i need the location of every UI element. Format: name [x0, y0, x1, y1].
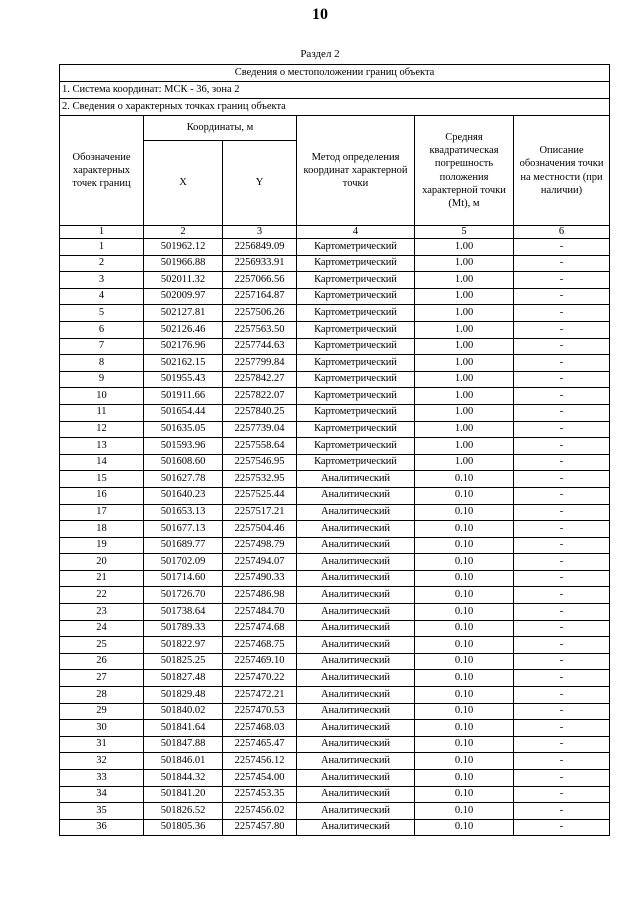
error-cell: 0.10 — [415, 786, 514, 803]
table-row — [60, 587, 610, 604]
point-number-cell: 30 — [60, 720, 144, 737]
x-cell: 502011.32 — [144, 272, 223, 289]
y-cell: 2257842.27 — [223, 371, 297, 388]
method-cell: Картометрический — [297, 404, 415, 421]
error-cell: 0.10 — [415, 537, 514, 554]
description-cell: - — [514, 803, 610, 820]
x-cell: 501714.60 — [144, 570, 223, 587]
method-cell: Картометрический — [297, 454, 415, 471]
description-cell: - — [514, 504, 610, 521]
table-row — [60, 554, 610, 571]
x-cell: 501702.09 — [144, 554, 223, 571]
x-cell: 501827.48 — [144, 670, 223, 687]
x-cell: 501593.96 — [144, 438, 223, 455]
y-cell: 2257465.47 — [223, 736, 297, 753]
y-cell: 2257563.50 — [223, 321, 297, 338]
error-cell: 1.00 — [415, 272, 514, 289]
description-cell: - — [514, 288, 610, 305]
method-cell: Аналитический — [297, 753, 415, 770]
point-number-cell: 18 — [60, 521, 144, 538]
error-cell: 0.10 — [415, 504, 514, 521]
description-cell: - — [514, 819, 610, 836]
point-number-cell: 32 — [60, 753, 144, 770]
header-method: Метод определения координат характерной точки — [297, 116, 415, 226]
error-cell: 0.10 — [415, 521, 514, 538]
method-cell: Аналитический — [297, 521, 415, 538]
method-cell: Картометрический — [297, 288, 415, 305]
method-cell: Аналитический — [297, 471, 415, 488]
table-title: Сведения о местоположении границ объекта — [60, 65, 610, 82]
description-cell: - — [514, 438, 610, 455]
column-number: 1 — [60, 226, 144, 239]
method-cell: Аналитический — [297, 537, 415, 554]
method-cell: Аналитический — [297, 703, 415, 720]
table-row — [60, 272, 610, 289]
table-row — [60, 537, 610, 554]
description-cell: - — [514, 521, 610, 538]
error-cell: 0.10 — [415, 753, 514, 770]
y-cell: 2257469.10 — [223, 653, 297, 670]
description-cell: - — [514, 371, 610, 388]
description-cell: - — [514, 736, 610, 753]
y-cell: 2256849.09 — [223, 239, 297, 256]
point-number-cell: 5 — [60, 305, 144, 322]
error-cell: 0.10 — [415, 637, 514, 654]
y-cell: 2257486.98 — [223, 587, 297, 604]
x-cell: 501955.43 — [144, 371, 223, 388]
point-number-cell: 3 — [60, 272, 144, 289]
point-number-cell: 27 — [60, 670, 144, 687]
y-cell: 2257504.46 — [223, 521, 297, 538]
method-cell: Аналитический — [297, 504, 415, 521]
y-cell: 2257506.26 — [223, 305, 297, 322]
table-row — [60, 770, 610, 787]
method-cell: Аналитический — [297, 620, 415, 637]
method-cell: Аналитический — [297, 803, 415, 820]
point-number-cell: 25 — [60, 637, 144, 654]
table-row — [60, 653, 610, 670]
method-cell: Аналитический — [297, 687, 415, 704]
y-cell: 2257517.21 — [223, 504, 297, 521]
table-row — [60, 371, 610, 388]
y-cell: 2257474.68 — [223, 620, 297, 637]
description-cell: - — [514, 653, 610, 670]
section-label: Раздел 2 — [300, 48, 340, 60]
description-cell: - — [514, 537, 610, 554]
table-row — [60, 438, 610, 455]
table-row — [60, 471, 610, 488]
x-cell: 501840.02 — [144, 703, 223, 720]
description-cell: - — [514, 554, 610, 571]
x-cell: 501962.12 — [144, 239, 223, 256]
table-row — [60, 703, 610, 720]
x-cell: 501844.32 — [144, 770, 223, 787]
table-row — [60, 421, 610, 438]
header-coordinates: Координаты, м — [144, 116, 297, 141]
table-row — [60, 819, 610, 836]
y-cell: 2257558.64 — [223, 438, 297, 455]
x-cell: 501841.20 — [144, 786, 223, 803]
error-cell: 1.00 — [415, 338, 514, 355]
x-cell: 502126.46 — [144, 321, 223, 338]
y-cell: 2257453.35 — [223, 786, 297, 803]
points-heading: 2. Сведения о характерных точках границ объекта — [60, 99, 610, 116]
error-cell: 0.10 — [415, 720, 514, 737]
x-cell: 501689.77 — [144, 537, 223, 554]
y-cell: 2257470.53 — [223, 703, 297, 720]
table-row — [60, 321, 610, 338]
point-number-cell: 28 — [60, 687, 144, 704]
table-row — [60, 404, 610, 421]
description-cell: - — [514, 604, 610, 621]
description-cell: - — [514, 770, 610, 787]
x-cell: 501911.66 — [144, 388, 223, 405]
y-cell: 2257457.80 — [223, 819, 297, 836]
error-cell: 0.10 — [415, 471, 514, 488]
error-cell: 1.00 — [415, 288, 514, 305]
description-cell: - — [514, 321, 610, 338]
error-cell: 0.10 — [415, 736, 514, 753]
point-number-cell: 34 — [60, 786, 144, 803]
method-cell: Картометрический — [297, 255, 415, 272]
error-cell: 1.00 — [415, 305, 514, 322]
point-number-cell: 12 — [60, 421, 144, 438]
error-cell: 1.00 — [415, 255, 514, 272]
point-number-cell: 21 — [60, 570, 144, 587]
x-cell: 501805.36 — [144, 819, 223, 836]
table-row — [60, 255, 610, 272]
y-cell: 2257799.84 — [223, 355, 297, 372]
description-cell: - — [514, 786, 610, 803]
method-cell: Картометрический — [297, 338, 415, 355]
table-row — [60, 570, 610, 587]
description-cell: - — [514, 338, 610, 355]
table-row — [60, 338, 610, 355]
y-cell: 2257456.12 — [223, 753, 297, 770]
description-cell: - — [514, 587, 610, 604]
x-cell: 501608.60 — [144, 454, 223, 471]
x-cell: 501966.88 — [144, 255, 223, 272]
description-cell: - — [514, 753, 610, 770]
error-cell: 0.10 — [415, 803, 514, 820]
method-cell: Аналитический — [297, 570, 415, 587]
point-number-cell: 14 — [60, 454, 144, 471]
error-cell: 0.10 — [415, 620, 514, 637]
table-row — [60, 521, 610, 538]
point-number-cell: 33 — [60, 770, 144, 787]
point-number-cell: 16 — [60, 487, 144, 504]
table-row — [60, 687, 610, 704]
point-number-cell: 4 — [60, 288, 144, 305]
method-cell: Аналитический — [297, 736, 415, 753]
x-cell: 501846.01 — [144, 753, 223, 770]
description-cell: - — [514, 570, 610, 587]
x-cell: 501640.23 — [144, 487, 223, 504]
table-row — [60, 637, 610, 654]
method-cell: Картометрический — [297, 355, 415, 372]
description-cell: - — [514, 355, 610, 372]
x-cell: 501789.33 — [144, 620, 223, 637]
description-cell: - — [514, 388, 610, 405]
point-number-cell: 29 — [60, 703, 144, 720]
header-x: X — [144, 141, 223, 226]
point-number-cell: 35 — [60, 803, 144, 820]
point-number-cell: 1 — [60, 239, 144, 256]
x-cell: 502162.15 — [144, 355, 223, 372]
description-cell: - — [514, 620, 610, 637]
y-cell: 2257498.79 — [223, 537, 297, 554]
method-cell: Картометрический — [297, 438, 415, 455]
method-cell: Аналитический — [297, 770, 415, 787]
table-row — [60, 454, 610, 471]
table-row — [60, 487, 610, 504]
error-cell: 1.00 — [415, 438, 514, 455]
error-cell: 0.10 — [415, 770, 514, 787]
y-cell: 2257164.87 — [223, 288, 297, 305]
error-cell: 0.10 — [415, 687, 514, 704]
method-cell: Картометрический — [297, 305, 415, 322]
point-number-cell: 6 — [60, 321, 144, 338]
error-cell: 0.10 — [415, 670, 514, 687]
method-cell: Картометрический — [297, 388, 415, 405]
description-cell: - — [514, 305, 610, 322]
y-cell: 2257840.25 — [223, 404, 297, 421]
point-number-cell: 31 — [60, 736, 144, 753]
y-cell: 2256933.91 — [223, 255, 297, 272]
point-number-cell: 11 — [60, 404, 144, 421]
point-number-cell: 17 — [60, 504, 144, 521]
description-cell: - — [514, 454, 610, 471]
description-cell: - — [514, 255, 610, 272]
column-numbers-row — [60, 226, 610, 239]
table-row — [60, 355, 610, 372]
header-y: Y — [223, 141, 297, 226]
method-cell: Аналитический — [297, 819, 415, 836]
y-cell: 2257468.75 — [223, 637, 297, 654]
error-cell: 1.00 — [415, 239, 514, 256]
header-description: Описание обозначения точки на местности (при наличии) — [514, 116, 610, 226]
description-cell: - — [514, 670, 610, 687]
x-cell: 501726.70 — [144, 587, 223, 604]
point-number-cell: 8 — [60, 355, 144, 372]
error-cell: 0.10 — [415, 604, 514, 621]
point-number-cell: 13 — [60, 438, 144, 455]
table-row — [60, 305, 610, 322]
point-number-cell: 10 — [60, 388, 144, 405]
method-cell: Аналитический — [297, 786, 415, 803]
x-cell: 502127.81 — [144, 305, 223, 322]
description-cell: - — [514, 720, 610, 737]
error-cell: 1.00 — [415, 321, 514, 338]
description-cell: - — [514, 637, 610, 654]
method-cell: Аналитический — [297, 653, 415, 670]
y-cell: 2257532.95 — [223, 471, 297, 488]
point-number-cell: 24 — [60, 620, 144, 637]
table-row — [60, 803, 610, 820]
table-row — [60, 736, 610, 753]
table-row — [60, 388, 610, 405]
y-cell: 2257468.03 — [223, 720, 297, 737]
error-cell: 0.10 — [415, 653, 514, 670]
x-cell: 501847.88 — [144, 736, 223, 753]
error-cell: 0.10 — [415, 703, 514, 720]
method-cell: Аналитический — [297, 637, 415, 654]
method-cell: Картометрический — [297, 272, 415, 289]
description-cell: - — [514, 471, 610, 488]
point-number-cell: 7 — [60, 338, 144, 355]
x-cell: 501654.44 — [144, 404, 223, 421]
x-cell: 501677.13 — [144, 521, 223, 538]
point-number-cell: 15 — [60, 471, 144, 488]
point-number-cell: 22 — [60, 587, 144, 604]
error-cell: 1.00 — [415, 371, 514, 388]
method-cell: Картометрический — [297, 321, 415, 338]
method-cell: Картометрический — [297, 421, 415, 438]
error-cell: 1.00 — [415, 388, 514, 405]
method-cell: Аналитический — [297, 604, 415, 621]
description-cell: - — [514, 272, 610, 289]
method-cell: Аналитический — [297, 720, 415, 737]
header-error: Средняя квадратическая погрешность положения характерной точки (Mt), м — [415, 116, 514, 226]
point-number-cell: 9 — [60, 371, 144, 388]
boundary-points-table — [59, 64, 610, 836]
error-cell: 0.10 — [415, 570, 514, 587]
table-row — [60, 604, 610, 621]
y-cell: 2257546.95 — [223, 454, 297, 471]
header-point: Обозначение характерных точек границ — [60, 116, 144, 226]
point-number-cell: 23 — [60, 604, 144, 621]
table-row — [60, 239, 610, 256]
description-cell: - — [514, 703, 610, 720]
y-cell: 2257454.00 — [223, 770, 297, 787]
x-cell: 502009.97 — [144, 288, 223, 305]
x-cell: 501627.78 — [144, 471, 223, 488]
point-number-cell: 19 — [60, 537, 144, 554]
y-cell: 2257525.44 — [223, 487, 297, 504]
error-cell: 0.10 — [415, 487, 514, 504]
y-cell: 2257472.21 — [223, 687, 297, 704]
table-row — [60, 620, 610, 637]
column-number: 6 — [514, 226, 610, 239]
y-cell: 2257494.07 — [223, 554, 297, 571]
point-number-cell: 20 — [60, 554, 144, 571]
column-number: 4 — [297, 226, 415, 239]
column-number: 3 — [223, 226, 297, 239]
error-cell: 0.10 — [415, 819, 514, 836]
table-row — [60, 720, 610, 737]
point-number-cell: 36 — [60, 819, 144, 836]
x-cell: 501825.25 — [144, 653, 223, 670]
method-cell: Аналитический — [297, 587, 415, 604]
y-cell: 2257744.63 — [223, 338, 297, 355]
point-number-cell: 2 — [60, 255, 144, 272]
y-cell: 2257822.07 — [223, 388, 297, 405]
method-cell: Аналитический — [297, 554, 415, 571]
point-number-cell: 26 — [60, 653, 144, 670]
description-cell: - — [514, 687, 610, 704]
y-cell: 2257739.04 — [223, 421, 297, 438]
table-row — [60, 786, 610, 803]
table-row — [60, 288, 610, 305]
coordinate-system-line: 1. Система координат: МСК - 36, зона 2 — [60, 82, 610, 99]
method-cell: Картометрический — [297, 371, 415, 388]
table-row — [60, 753, 610, 770]
y-cell: 2257066.56 — [223, 272, 297, 289]
x-cell: 501822.97 — [144, 637, 223, 654]
error-cell: 0.10 — [415, 554, 514, 571]
method-cell: Аналитический — [297, 670, 415, 687]
y-cell: 2257456.02 — [223, 803, 297, 820]
column-number: 2 — [144, 226, 223, 239]
y-cell: 2257484.70 — [223, 604, 297, 621]
error-cell: 1.00 — [415, 355, 514, 372]
description-cell: - — [514, 487, 610, 504]
error-cell: 1.00 — [415, 404, 514, 421]
description-cell: - — [514, 239, 610, 256]
x-cell: 501829.48 — [144, 687, 223, 704]
x-cell: 502176.96 — [144, 338, 223, 355]
page-number: 10 — [312, 6, 328, 23]
method-cell: Аналитический — [297, 487, 415, 504]
table-row — [60, 670, 610, 687]
x-cell: 501653.13 — [144, 504, 223, 521]
y-cell: 2257470.22 — [223, 670, 297, 687]
method-cell: Картометрический — [297, 239, 415, 256]
table-row — [60, 504, 610, 521]
x-cell: 501841.64 — [144, 720, 223, 737]
column-number: 5 — [415, 226, 514, 239]
x-cell: 501826.52 — [144, 803, 223, 820]
error-cell: 1.00 — [415, 454, 514, 471]
x-cell: 501635.05 — [144, 421, 223, 438]
y-cell: 2257490.33 — [223, 570, 297, 587]
description-cell: - — [514, 404, 610, 421]
description-cell: - — [514, 421, 610, 438]
error-cell: 1.00 — [415, 421, 514, 438]
x-cell: 501738.64 — [144, 604, 223, 621]
error-cell: 0.10 — [415, 587, 514, 604]
